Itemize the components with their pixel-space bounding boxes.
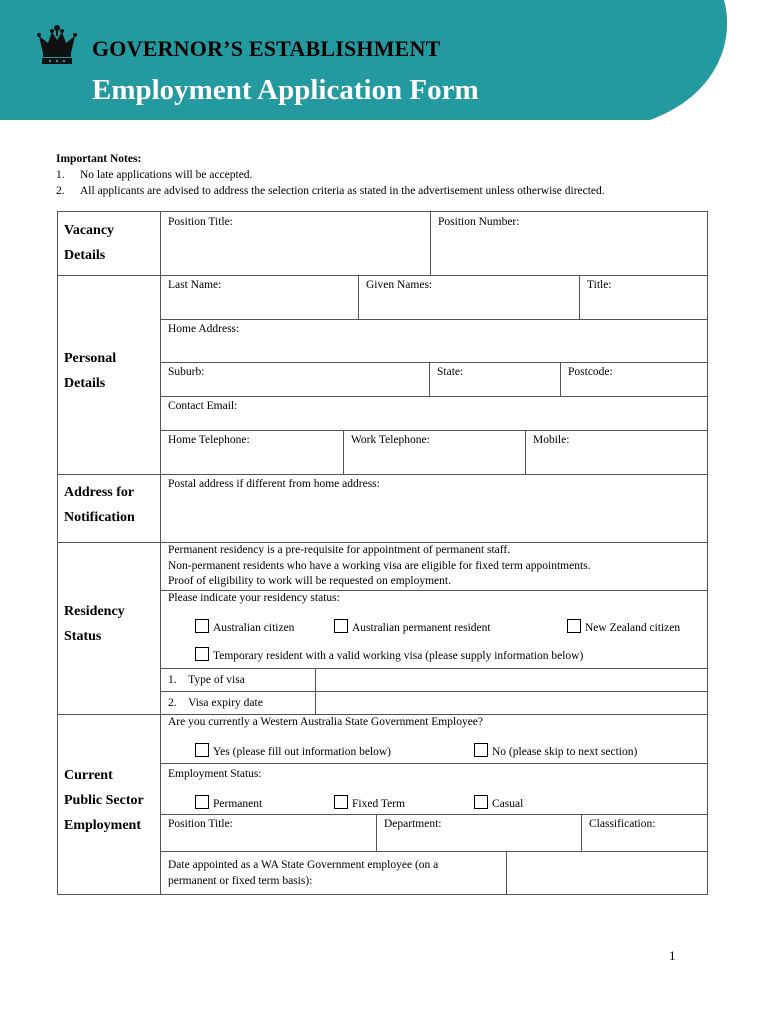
title-field[interactable] [580, 275, 708, 319]
field-label: Classification: [589, 818, 656, 830]
field-label: State: [437, 366, 464, 378]
section-label-line: Personal [64, 351, 117, 366]
list-number: 1. [168, 674, 177, 686]
option-label: Yes (please fill out information below) [213, 746, 392, 758]
form-title: Employment Application Form [92, 74, 479, 106]
section-label-line: Employment [64, 818, 141, 833]
note-item [56, 167, 605, 183]
option-label: Permanent [213, 798, 263, 810]
field-label: Type of visa [188, 674, 245, 686]
contact-email-field[interactable] [161, 396, 708, 430]
option-label: Casual [492, 798, 524, 810]
ps-position-title-field[interactable] [161, 814, 376, 851]
field-label: Suburb: [168, 366, 205, 378]
checkbox-australian-citizen[interactable] [195, 619, 209, 633]
note-item [56, 183, 605, 199]
checkbox-permanent-resident[interactable] [334, 619, 348, 633]
option-casual[interactable] [474, 795, 523, 810]
residency-info-line: Permanent residency is a pre-requisite for appointment of permanent staff. [168, 544, 511, 556]
residency-prompt: Please indicate your residency status: [168, 592, 340, 604]
option-permanent-resident[interactable] [334, 619, 491, 634]
notes-title: Important Notes: [56, 153, 142, 165]
checkbox-casual[interactable] [474, 795, 488, 809]
checkbox-no[interactable] [474, 743, 488, 757]
field-label: Visa expiry date [188, 697, 263, 709]
application-form-table [57, 211, 708, 895]
note-text: No late applications will be accepted. [80, 169, 253, 181]
page-number: 1 [669, 948, 676, 963]
public-sector-question: Are you currently a Western Australia State Government Employee? [168, 716, 484, 728]
field-label: Home Address: [168, 323, 240, 335]
field-label: Department: [384, 818, 442, 830]
visa-type-field[interactable] [316, 669, 708, 691]
option-no[interactable] [474, 743, 637, 758]
field-label-line: Date appointed as a WA State Government employee (on a [168, 859, 439, 871]
date-appointed-field[interactable] [507, 852, 708, 895]
home-address-field[interactable] [161, 319, 708, 362]
option-label: No (please skip to next section) [492, 746, 638, 758]
field-label: Postal address if different from home address: [168, 478, 380, 490]
mobile-field[interactable] [526, 430, 708, 474]
suburb-field[interactable] [161, 362, 429, 396]
field-label: Home Telephone: [168, 434, 250, 446]
section-label-line: Address for [64, 485, 135, 500]
home-telephone-field[interactable] [161, 430, 343, 474]
employment-status-label: Employment Status: [168, 768, 262, 780]
note-number: 1. [56, 169, 65, 181]
classification-field[interactable] [582, 814, 708, 851]
checkbox-permanent[interactable] [195, 795, 209, 809]
option-fixed-term[interactable] [334, 795, 405, 810]
section-label-line: Public Sector [64, 793, 144, 808]
header-banner [0, 0, 770, 125]
section-personal-details [64, 346, 116, 396]
section-current-public-sector-employment [64, 763, 144, 838]
section-label-line: Notification [64, 510, 135, 525]
crown-icon [34, 22, 80, 68]
checkbox-fixed-term[interactable] [334, 795, 348, 809]
field-label: Work Telephone: [351, 434, 430, 446]
field-label: Position Title: [168, 216, 233, 228]
field-label: Mobile: [533, 434, 570, 446]
residency-info-line: Proof of eligibility to work will be requested on employment. [168, 575, 451, 587]
checkbox-nz-citizen[interactable] [567, 619, 581, 633]
field-label: Position Title: [168, 818, 233, 830]
option-label: Australian citizen [213, 622, 295, 634]
section-label-line: Details [64, 248, 106, 263]
date-appointed-label [168, 858, 508, 889]
field-label: Contact Email: [168, 400, 238, 412]
last-name-field[interactable] [161, 275, 358, 319]
option-australian-citizen[interactable] [195, 619, 294, 634]
divider [160, 763, 708, 764]
section-address-for-notification [64, 480, 135, 530]
note-number: 2. [56, 185, 65, 197]
note-text: All applicants are advised to address the selection criteria as stated in the advertisement unless otherwise directed. [80, 185, 605, 197]
department-field[interactable] [377, 814, 582, 851]
important-notes [56, 151, 605, 199]
section-label-line: Residency [64, 604, 125, 619]
section-vacancy-details [64, 218, 114, 268]
option-temporary-resident[interactable] [195, 647, 583, 662]
field-label: Position Number: [438, 216, 520, 228]
organisation-name: GOVERNOR’S ESTABLISHMENT [92, 36, 441, 61]
section-label-line: Vacancy [64, 223, 115, 238]
residency-info [168, 543, 708, 590]
field-label: Last Name: [168, 279, 222, 291]
field-label-line: permanent or fixed term basis): [168, 874, 313, 887]
option-nz-citizen[interactable] [567, 619, 680, 634]
given-names-field[interactable] [359, 275, 579, 319]
option-label: Fixed Term [352, 798, 405, 810]
position-title-field[interactable] [161, 212, 431, 275]
postcode-field[interactable] [561, 362, 708, 396]
position-number-field[interactable] [431, 212, 708, 275]
visa-expiry-label [168, 696, 318, 712]
checkbox-yes[interactable] [195, 743, 209, 757]
field-label: Given Names: [366, 279, 433, 291]
visa-expiry-field[interactable] [316, 692, 708, 714]
state-field[interactable] [430, 362, 560, 396]
visa-type-label [168, 673, 318, 689]
option-label: Australian permanent resident [352, 622, 491, 634]
postal-address-field[interactable] [161, 474, 708, 542]
section-label-line: Status [64, 629, 102, 644]
option-label: New Zealand citizen [585, 622, 681, 634]
field-label: Postcode: [568, 366, 613, 378]
residency-info-line: Non-permanent residents who have a working visa are eligible for fixed term appointments. [168, 559, 591, 572]
section-residency-status [64, 599, 125, 649]
section-label-line: Details [64, 376, 106, 391]
field-label: Title: [587, 279, 612, 291]
section-label-line: Current [64, 768, 113, 783]
work-telephone-field[interactable] [344, 430, 525, 474]
option-permanent[interactable] [195, 795, 262, 810]
list-number: 2. [168, 697, 177, 709]
checkbox-temporary-resident[interactable] [195, 647, 209, 661]
option-label: Temporary resident with a valid working visa (please supply information below) [213, 650, 584, 662]
option-yes[interactable] [195, 743, 391, 758]
